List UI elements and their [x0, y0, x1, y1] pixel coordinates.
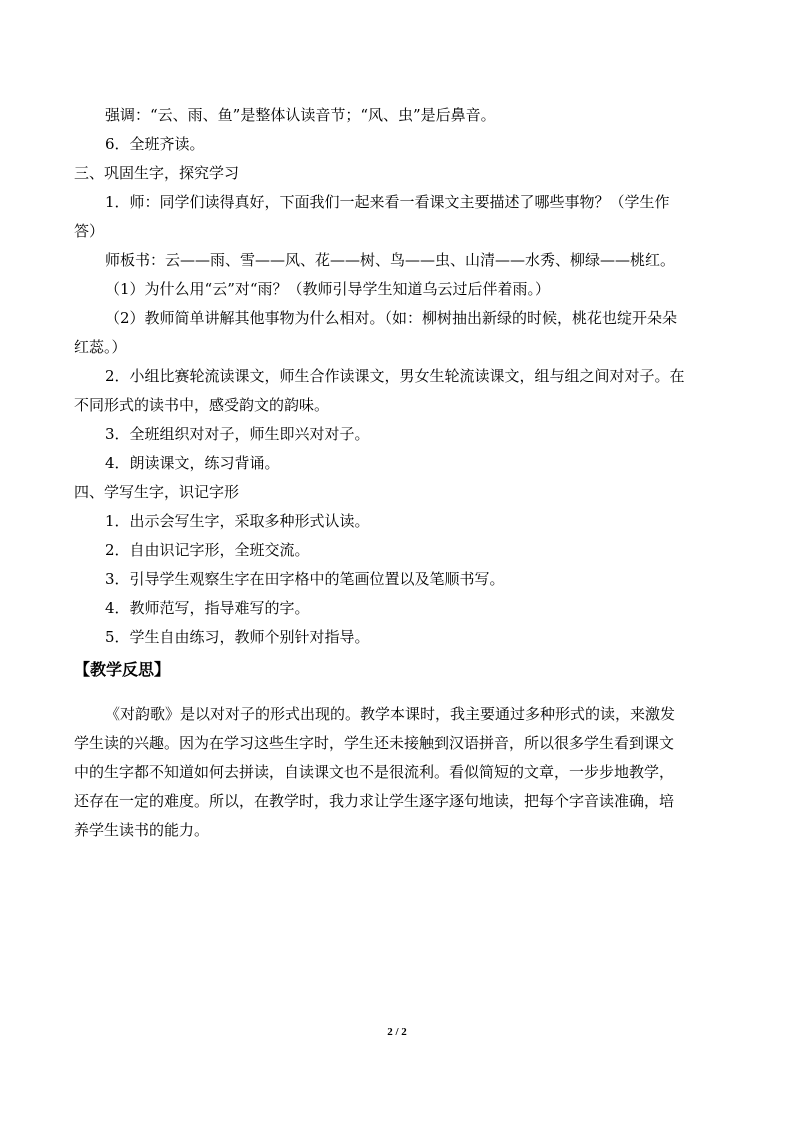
- text-line: 4．教师范写，指导难写的字。: [105, 599, 310, 617]
- paragraph-line: 中的生字都不知道如何去拼读，自读课文也不是很流利。看似简短的文章，一步步地教学，: [74, 763, 675, 781]
- paragraph-line: 还存在一定的难度。所以，在教学时，我力求让学生逐字逐句地读，把每个字音读准确，培: [74, 792, 675, 810]
- text-line: 4．朗读课文，练习背诵。: [105, 454, 280, 472]
- text-line: 2．自由识记字形，全班交流。: [105, 541, 310, 559]
- text-line: 强调：“云、雨、鱼”是整体认读音节；“风、虫”是后鼻音。: [105, 106, 496, 124]
- text-line: 红蕊。）: [74, 338, 127, 356]
- text-line: 1．师：同学们读得真好，下面我们一起来看一看课文主要描述了哪些事物？（学生作: [105, 193, 670, 211]
- paragraph-line: 学生读的兴趣。因为在学习这些生字时，学生还未接触到汉语拼音，所以很多学生看到课文: [74, 734, 675, 752]
- paragraph-line: 养学生读书的能力。: [74, 821, 210, 839]
- text-line: 2．小组比赛轮流读课文，师生合作读课文，男女生轮流读课文，组与组之间对对子。在: [105, 367, 685, 385]
- section-heading: 三、巩固生字，探究学习: [74, 164, 240, 182]
- text-line: 1．出示会写生字，采取多种形式认读。: [105, 512, 370, 530]
- text-line: 师板书：云——雨、雪——风、花——树、鸟——虫、山清——水秀、柳绿——桃红。: [105, 251, 676, 269]
- text-line: 6．全班齐读。: [105, 135, 205, 153]
- page-number: 2 / 2: [387, 1026, 407, 1038]
- text-line: （1）为什么用“云”对“雨？（教师引导学生知道乌云过后伴着雨。）: [105, 280, 551, 298]
- text-line: 3．全班组织对对子，师生即兴对对子。: [105, 425, 370, 443]
- section-heading: 四、学写生字，识记字形: [74, 483, 240, 501]
- text-line: 不同形式的读书中，感受韵文的韵味。: [74, 396, 330, 414]
- reflection-heading: 【教学反思】: [74, 660, 171, 679]
- paragraph-line: 《对韵歌》是以对对子的形式出现的。教学本课时，我主要通过多种形式的读，来激发: [105, 705, 676, 723]
- text-line: （2）教师简单讲解其他事物为什么相对。（如：柳树抽出新绿的时候，桃花也绽开朵朵: [105, 309, 678, 327]
- text-line: 5．学生自由练习，教师个别针对指导。: [105, 628, 370, 646]
- text-line: 3．引导学生观察生字在田字格中的笔画位置以及笔顺书写。: [105, 570, 505, 588]
- text-line: 答）: [74, 222, 105, 240]
